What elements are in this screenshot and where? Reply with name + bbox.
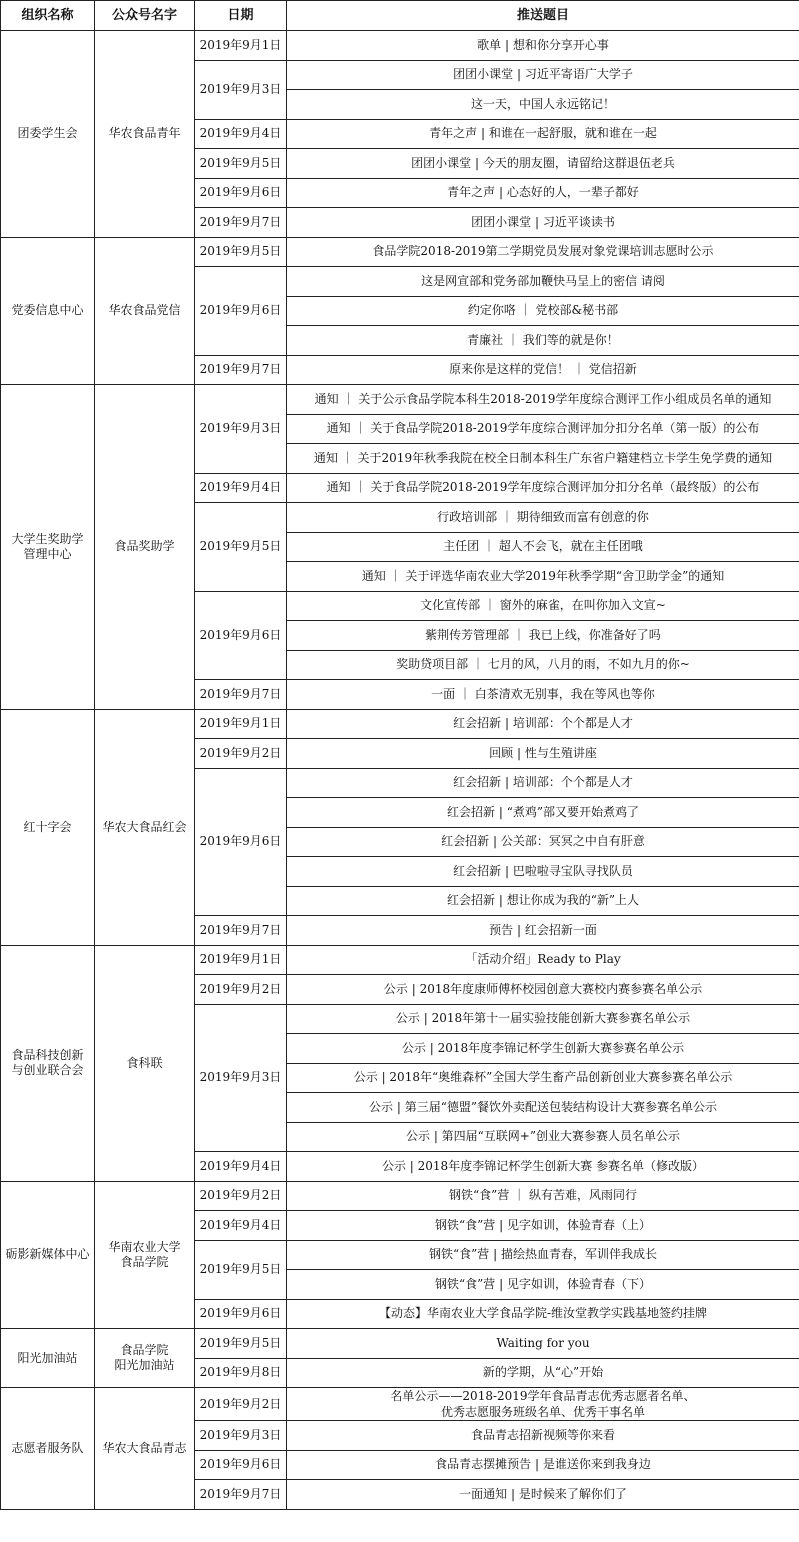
push-title-cell: 团团小课堂 | 习近平谈读书 (287, 208, 799, 238)
org-name-cell: 红十字会 (1, 709, 95, 945)
push-title-cell: 原来你是这样的党信！ ｜ 党信招新 (287, 355, 799, 385)
push-title-cell: 预告 | 红会招新一面 (287, 916, 799, 946)
push-title-cell: 通知 ｜ 关于公示食品学院本科生2018-2019学年度综合测评工作小组成员名单的通知 (287, 385, 799, 415)
push-title-cell: 团团小课堂 | 今天的朋友圈，请留给这群退伍老兵 (287, 149, 799, 179)
date-cell: 2019年9月5日 (195, 503, 287, 592)
push-title-cell: 红会招新 | 巴啦啦寻宝队寻找队员 (287, 857, 799, 887)
date-cell: 2019年9月4日 (195, 473, 287, 503)
push-title-cell: 约定你咯 ｜ 党校部&秘书部 (287, 296, 799, 326)
push-title-cell: 钢铁“食”营 | 见字如训，体验青春（下） (287, 1270, 799, 1300)
date-cell: 2019年9月4日 (195, 119, 287, 149)
push-title-cell: 公示 | 第四届“互联网+”创业大赛参赛人员名单公示 (287, 1122, 799, 1152)
account-name-cell: 华农大食品红会 (95, 709, 195, 945)
push-title-cell: 青年之声 | 心态好的人，一辈子都好 (287, 178, 799, 208)
push-title-cell: 名单公示——2018-2019学年食品青志优秀志愿者名单、 优秀志愿服务班级名单、优秀干事名单 (287, 1388, 799, 1421)
push-title-cell: 行政培训部 ｜ 期待细致而富有创意的你 (287, 503, 799, 533)
push-title-cell: 青廉社 ｜ 我们等的就是你！ (287, 326, 799, 356)
date-cell: 2019年9月7日 (195, 916, 287, 946)
date-cell: 2019年9月3日 (195, 1004, 287, 1152)
push-title-cell: 这一天，中国人永远铭记！ (287, 90, 799, 120)
push-title-cell: 通知 ｜ 关于食品学院2018-2019学年度综合测评加分扣分名单（第一版）的公布 (287, 414, 799, 444)
account-name-cell: 食品奖助学 (95, 385, 195, 710)
push-title-cell: 通知 ｜ 关于评选华南农业大学2019年秋季学期“舍卫助学金”的通知 (287, 562, 799, 592)
org-name-cell: 阳光加油站 (1, 1329, 95, 1388)
push-title-cell: 一面通知 | 是时候来了解你们了 (287, 1480, 799, 1510)
date-cell: 2019年9月5日 (195, 149, 287, 179)
account-name-cell: 食品学院 阳光加油站 (95, 1329, 195, 1388)
date-cell: 2019年9月6日 (195, 1299, 287, 1329)
push-title-cell: 红会招新 | 想让你成为我的“新”上人 (287, 886, 799, 916)
account-name-cell: 华农大食品青志 (95, 1388, 195, 1510)
header-title: 推送题目 (287, 1, 799, 31)
date-cell: 2019年9月7日 (195, 208, 287, 238)
push-title-cell: 食品青志招新视频等你来看 (287, 1421, 799, 1451)
table-body (1, 31, 799, 1510)
org-name-cell: 志愿者服务队 (1, 1388, 95, 1510)
push-title-cell: 歌单 | 想和你分享开心事 (287, 31, 799, 61)
org-name-cell: 食品科技创新 与创业联合会 (1, 945, 95, 1181)
push-title-cell: 文化宣传部 ｜ 窗外的麻雀，在叫你加入文宣~ (287, 591, 799, 621)
push-title-cell: 红会招新 | “煮鸡”部又要开始煮鸡了 (287, 798, 799, 828)
date-cell: 2019年9月6日 (195, 768, 287, 916)
table-row (1, 31, 799, 61)
table-row (1, 709, 799, 739)
push-title-cell: 这是网宣部和党务部加鞭快马呈上的密信 请阅 (287, 267, 799, 297)
table-row (1, 1181, 799, 1211)
push-title-cell: 公示 | 2018年度李锦记杯学生创新大赛 参赛名单（修改版） (287, 1152, 799, 1182)
push-title-cell: 团团小课堂 | 习近平寄语广大学子 (287, 60, 799, 90)
header-date: 日期 (195, 1, 287, 31)
date-cell: 2019年9月1日 (195, 945, 287, 975)
table-row (1, 1329, 799, 1359)
account-name-cell: 华南农业大学 食品学院 (95, 1181, 195, 1329)
push-title-cell: 公示 | 2018年度康师傅杯校园创意大赛校内赛参赛名单公示 (287, 975, 799, 1005)
date-cell: 2019年9月6日 (195, 1450, 287, 1480)
table-row (1, 385, 799, 415)
push-title-cell: 公示 | 2018年度李锦记杯学生创新大赛参赛名单公示 (287, 1034, 799, 1064)
date-cell: 2019年9月7日 (195, 1480, 287, 1510)
push-title-cell: 公示 | 2018年第十一届实验技能创新大赛参赛名单公示 (287, 1004, 799, 1034)
date-cell: 2019年9月3日 (195, 1421, 287, 1451)
push-title-cell: 奖助贷项目部 ｜ 七月的风，八月的雨，不如九月的你~ (287, 650, 799, 680)
push-title-cell: 红会招新 | 公关部：冥冥之中自有肝意 (287, 827, 799, 857)
push-title-cell: 公示 | 第三届“德盟”餐饮外卖配送包装结构设计大赛参赛名单公示 (287, 1093, 799, 1123)
account-name-cell: 华农食品党信 (95, 237, 195, 385)
push-title-cell: 回顾 | 性与生殖讲座 (287, 739, 799, 769)
org-name-cell: 党委信息中心 (1, 237, 95, 385)
date-cell: 2019年9月4日 (195, 1152, 287, 1182)
header-account: 公众号名字 (95, 1, 195, 31)
date-cell: 2019年9月7日 (195, 355, 287, 385)
date-cell: 2019年9月2日 (195, 739, 287, 769)
push-title-cell: 新的学期，从“心”开始 (287, 1358, 799, 1388)
table-row (1, 237, 799, 267)
date-cell: 2019年9月3日 (195, 60, 287, 119)
date-cell: 2019年9月1日 (195, 31, 287, 61)
push-title-cell: 紫荆传芳管理部 ｜ 我已上线，你准备好了吗 (287, 621, 799, 651)
date-cell: 2019年9月8日 (195, 1358, 287, 1388)
push-title-cell: 「活动介绍」Ready to Play (287, 945, 799, 975)
table-row (1, 1388, 799, 1421)
org-name-cell: 团委学生会 (1, 31, 95, 238)
org-name-cell: 大学生奖助学 管理中心 (1, 385, 95, 710)
date-cell: 2019年9月6日 (195, 267, 287, 356)
push-title-cell: 食品青志摆摊预告 | 是谁送你来到我身边 (287, 1450, 799, 1480)
push-title-cell: 一面 ｜ 白茶清欢无别事，我在等风也等你 (287, 680, 799, 710)
push-title-cell: 通知 ｜ 关于食品学院2018-2019学年度综合测评加分扣分名单（最终版）的公布 (287, 473, 799, 503)
date-cell: 2019年9月4日 (195, 1211, 287, 1241)
header-org: 组织名称 (1, 1, 95, 31)
date-cell: 2019年9月2日 (195, 975, 287, 1005)
table-row (1, 945, 799, 975)
date-cell: 2019年9月5日 (195, 237, 287, 267)
push-title-cell: 红会招新 | 培训部：个个都是人才 (287, 709, 799, 739)
push-title-cell: Waiting for you (287, 1329, 799, 1359)
push-title-cell: 钢铁“食”营 | 描绘热血青春，军训伴我成长 (287, 1240, 799, 1270)
date-cell: 2019年9月5日 (195, 1329, 287, 1359)
push-title-cell: 青年之声 | 和谁在一起舒服，就和谁在一起 (287, 119, 799, 149)
push-title-cell: 主任团 ｜ 超人不会飞，就在主任团哦 (287, 532, 799, 562)
date-cell: 2019年9月1日 (195, 709, 287, 739)
header-row (1, 1, 799, 31)
date-cell: 2019年9月6日 (195, 591, 287, 680)
push-title-cell: 公示 | 2018年“奥维森杯”全国大学生畜产品创新创业大赛参赛名单公示 (287, 1063, 799, 1093)
push-title-cell: 钢铁“食”营 ｜ 纵有苦难，风雨同行 (287, 1181, 799, 1211)
date-cell: 2019年9月3日 (195, 385, 287, 474)
org-name-cell: 砺影新媒体中心 (1, 1181, 95, 1329)
push-title-cell: 食品学院2018-2019第二学期党员发展对象党课培训志愿时公示 (287, 237, 799, 267)
account-name-cell: 食科联 (95, 945, 195, 1181)
date-cell: 2019年9月5日 (195, 1240, 287, 1299)
date-cell: 2019年9月2日 (195, 1388, 287, 1421)
date-cell: 2019年9月6日 (195, 178, 287, 208)
push-title-cell: 通知 ｜ 关于2019年秋季我院在校全日制本科生广东省户籍建档立卡学生免学费的通知 (287, 444, 799, 474)
date-cell: 2019年9月7日 (195, 680, 287, 710)
push-title-cell: 【动态】华南农业大学食品学院-维汝堂教学实践基地签约挂牌 (287, 1299, 799, 1329)
push-title-cell: 红会招新 | 培训部：个个都是人才 (287, 768, 799, 798)
account-name-cell: 华农食品青年 (95, 31, 195, 238)
push-title-cell: 钢铁“食”营 | 见字如训，体验青春（上） (287, 1211, 799, 1241)
date-cell: 2019年9月2日 (195, 1181, 287, 1211)
